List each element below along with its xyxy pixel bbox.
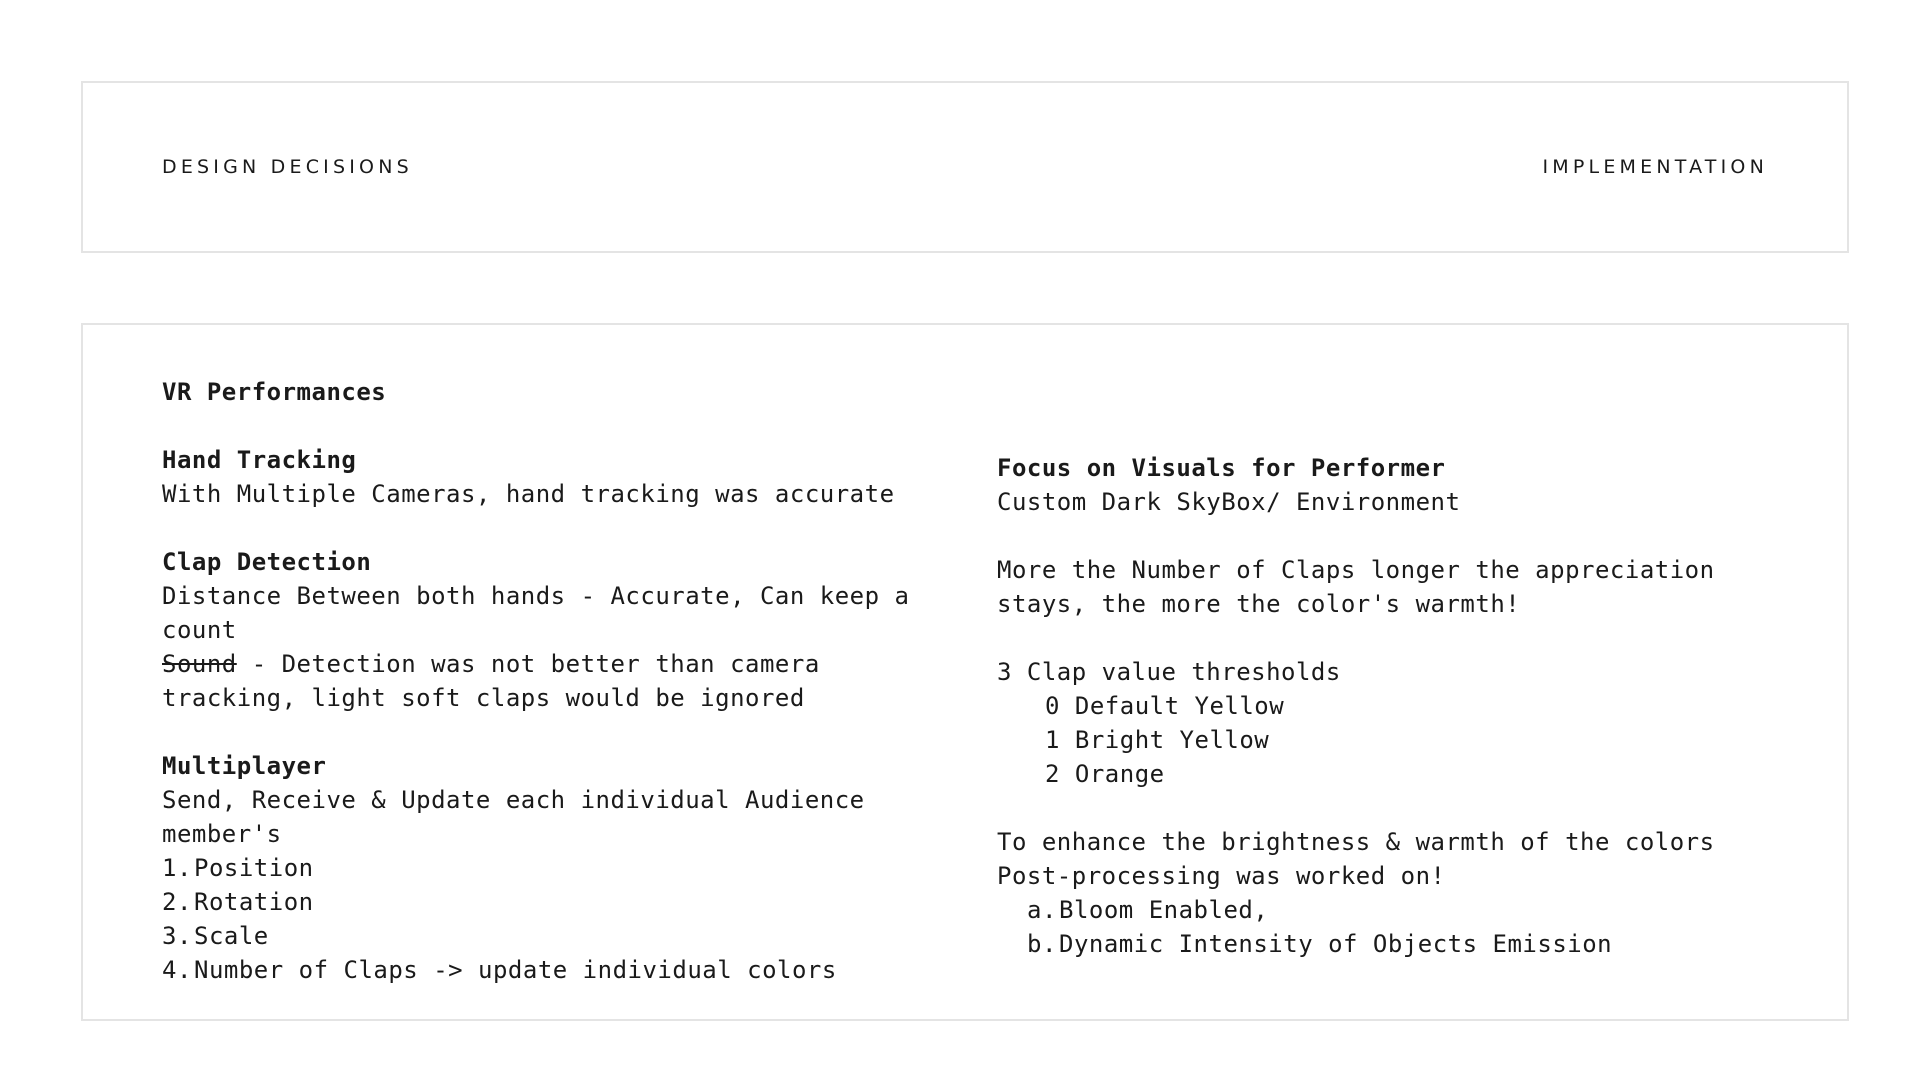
focus-visuals-text: Custom Dark SkyBox/ Environment	[997, 488, 1461, 516]
threshold-item: 2 Orange	[1045, 760, 1165, 788]
design-decisions-label: DESIGN DECISIONS	[162, 156, 413, 178]
sound-detection-detail: - Detection was not better than camera tracking, light soft claps would be ignored	[162, 650, 820, 712]
list-item-label: Position	[194, 854, 314, 882]
list-item-number: 3.	[162, 922, 192, 950]
list-item	[997, 927, 1777, 961]
implementation-label: IMPLEMENTATION	[1542, 156, 1768, 178]
claps-warmth-text: More the Number of Claps longer the appreciation stays, the more the color's warmth!	[997, 556, 1715, 618]
threshold-item: 0 Default Yellow	[1045, 692, 1285, 720]
list-item	[162, 851, 922, 885]
hand-tracking-heading: Hand Tracking	[162, 446, 357, 474]
hand-tracking-text: With Multiple Cameras, hand tracking was accurate	[162, 480, 895, 508]
multiplayer-text: Send, Receive & Update each individual Audience member's	[162, 786, 865, 848]
list-item-label: Number of Claps -> update individual colors	[194, 956, 837, 984]
list-item-label: Bloom Enabled,	[1059, 896, 1269, 924]
list-item-number: 4.	[162, 956, 192, 984]
thresholds-heading: 3 Clap value thresholds	[997, 658, 1341, 686]
focus-visuals-heading: Focus on Visuals for Performer	[997, 454, 1446, 482]
content-panel	[81, 323, 1849, 1021]
enhance-text-line2: Post-processing was worked on!	[997, 862, 1446, 890]
list-item-letter: a.	[1027, 896, 1057, 924]
multiplayer-heading: Multiplayer	[162, 752, 327, 780]
sound-struck-word: Sound	[162, 650, 237, 678]
list-item-letter: b.	[1027, 930, 1057, 958]
list-item	[162, 953, 922, 987]
list-item	[162, 919, 922, 953]
list-item-number: 2.	[162, 888, 192, 916]
implementation-column	[997, 451, 1777, 961]
list-item	[997, 893, 1777, 927]
threshold-item: 1 Bright Yellow	[1045, 726, 1270, 754]
list-item	[162, 885, 922, 919]
header-panel	[81, 81, 1849, 253]
list-item-label: Rotation	[194, 888, 314, 916]
sound-detection-text	[162, 647, 922, 715]
list-item-label: Scale	[194, 922, 269, 950]
list-item-label: Dynamic Intensity of Objects Emission	[1059, 930, 1613, 958]
distance-detection-text: Distance Between both hands - Accurate, Can keep a count	[162, 582, 910, 644]
design-decisions-column	[162, 375, 922, 987]
vr-performances-title: VR Performances	[162, 378, 387, 406]
enhance-text-line1: To enhance the brightness & warmth of the colors	[997, 828, 1715, 856]
clap-detection-heading: Clap Detection	[162, 548, 372, 576]
list-item-number: 1.	[162, 854, 192, 882]
